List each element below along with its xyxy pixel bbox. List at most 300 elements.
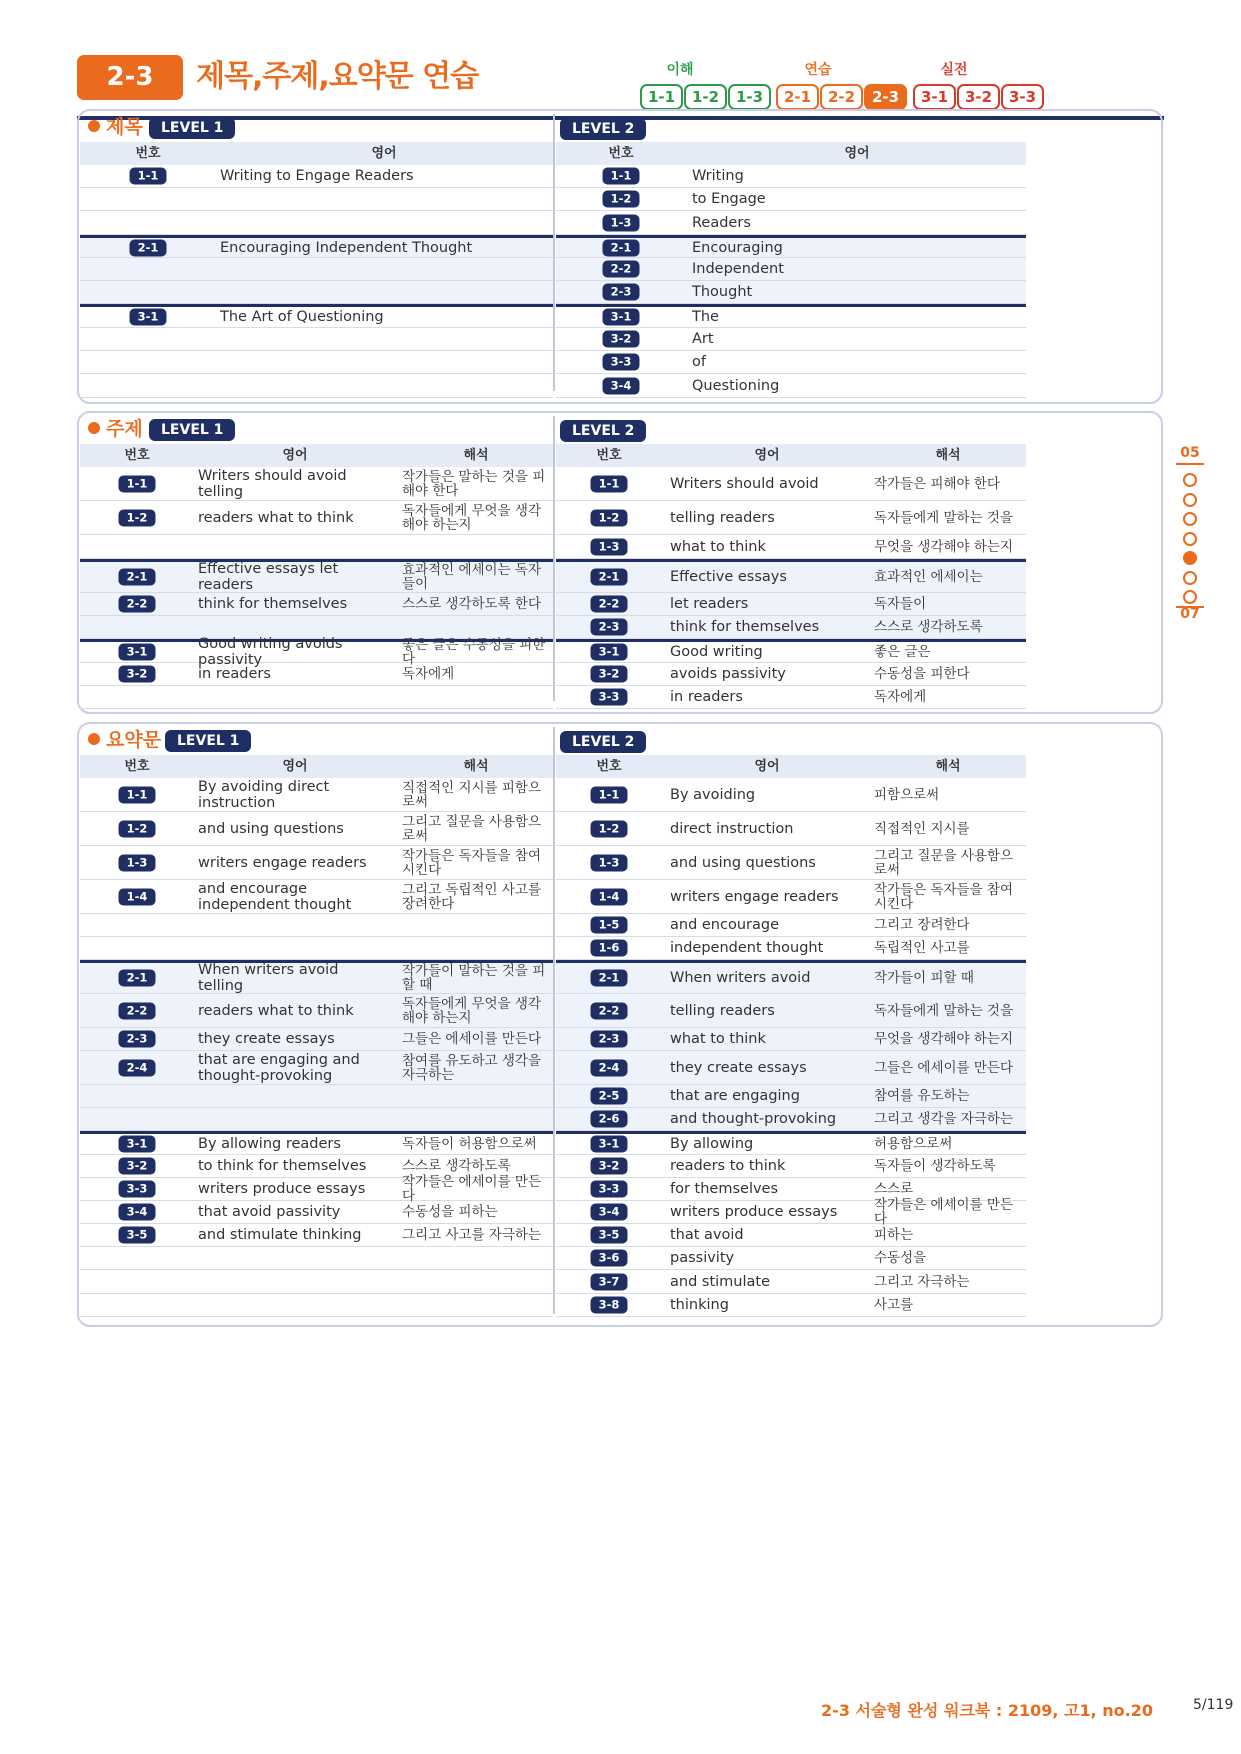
english-text: let readers xyxy=(670,596,749,612)
row-number-badge: 2-1 xyxy=(119,970,156,987)
table-header-level-2 xyxy=(556,142,1026,165)
level-1-badge: LEVEL 1 xyxy=(165,730,251,752)
row-number-badge: 1-2 xyxy=(119,820,156,837)
korean-text: 피함으로써 xyxy=(874,786,940,803)
english-text: what to think xyxy=(670,1031,766,1047)
english-text: By avoiding xyxy=(670,786,756,803)
english-text: to think for themselves xyxy=(198,1158,367,1174)
korean-text: 허용함으로써 xyxy=(874,1136,953,1152)
korean-text: 참여를 유도하는 xyxy=(874,1088,970,1104)
header-number: 번호 xyxy=(124,759,150,774)
header-number: 번호 xyxy=(596,448,622,463)
table-header-level-1 xyxy=(80,444,553,467)
table-row xyxy=(556,1085,1026,1108)
side-divider xyxy=(1176,463,1204,465)
bullet-dot-icon xyxy=(88,120,100,132)
english-text: that avoid xyxy=(670,1227,744,1243)
english-text: When writers avoid xyxy=(670,970,811,986)
korean-text: 작가들은 피해야 한다 xyxy=(874,475,1000,492)
table-row xyxy=(556,281,1026,304)
nav-pill-3-2[interactable]: 3-2 xyxy=(957,84,1000,110)
english-text: and encourage xyxy=(670,917,780,933)
section-title xyxy=(88,115,143,139)
row-number-badge: 2-5 xyxy=(591,1088,628,1105)
english-text: Questioning xyxy=(692,377,780,394)
english-text: Readers xyxy=(692,214,751,231)
korean-text: 직접적인 지시를 피함으로써 xyxy=(402,779,541,810)
table-row xyxy=(556,328,1026,351)
english-text: Writers should avoid telling xyxy=(198,467,347,500)
footer-title: 2-3 서술형 완성 워크북 : 2109, 고1, no.20 xyxy=(821,1701,1153,1720)
side-circle-icon[interactable] xyxy=(1183,493,1197,507)
table-row xyxy=(80,636,553,668)
english-text: writers produce essays xyxy=(670,1204,838,1220)
english-text: passivity xyxy=(670,1250,735,1266)
english-text: and using questions xyxy=(198,820,344,837)
english-text: Good writing xyxy=(670,644,763,660)
table-row xyxy=(556,686,1026,709)
column-divider xyxy=(553,416,555,701)
korean-text: 그리고 장려한다 xyxy=(874,917,970,933)
side-chapter-end: 07 xyxy=(1180,606,1200,622)
row-number-badge: 1-4 xyxy=(119,888,156,905)
korean-text: 작가들이 피할 때 xyxy=(874,970,974,986)
table-row xyxy=(556,846,1026,880)
row-number-badge: 3-5 xyxy=(119,1227,156,1244)
row-number-badge: 2-1 xyxy=(130,239,167,256)
korean-text: 독자에게 xyxy=(874,689,927,705)
table-row xyxy=(556,235,1026,258)
table-row xyxy=(556,960,1026,994)
english-text: readers what to think xyxy=(198,1002,354,1019)
table-row xyxy=(556,374,1026,398)
table-row xyxy=(80,235,553,258)
row-number-badge: 3-8 xyxy=(591,1297,628,1314)
table-row xyxy=(80,1051,553,1085)
korean-text: 독자들에게 무엇을 생각해야 하는지 xyxy=(402,502,541,533)
row-number-badge: 1-1 xyxy=(119,786,156,803)
korean-text: 그리고 질문을 사용함으로써 xyxy=(402,813,541,844)
row-number-badge: 3-2 xyxy=(591,666,628,683)
english-text: telling readers xyxy=(670,1002,775,1019)
english-text: avoids passivity xyxy=(670,666,786,682)
row-number-badge: 3-2 xyxy=(603,331,640,348)
table-row xyxy=(80,593,553,616)
english-text: for themselves xyxy=(670,1181,779,1197)
row-number-badge: 1-3 xyxy=(119,854,156,871)
table-row xyxy=(556,1028,1026,1051)
english-text: The Art of Questioning xyxy=(220,309,384,325)
row-number-badge: 3-1 xyxy=(603,309,640,326)
row-number-badge: 2-4 xyxy=(591,1059,628,1076)
table-row xyxy=(556,994,1026,1028)
table-row xyxy=(556,188,1026,211)
korean-text: 그리고 질문을 사용함으로써 xyxy=(874,847,1013,878)
table-row xyxy=(556,778,1026,812)
table-row xyxy=(80,1201,553,1224)
row-number-badge: 1-1 xyxy=(591,786,628,803)
korean-text: 그리고 자극하는 xyxy=(874,1273,970,1290)
english-text: Encouraging Independent Thought xyxy=(220,239,473,256)
table-row xyxy=(80,535,553,559)
english-text: readers to think xyxy=(670,1158,786,1174)
korean-text: 작가들이 말하는 것을 피할 때 xyxy=(402,963,546,993)
row-number-badge: 3-4 xyxy=(119,1204,156,1221)
korean-text: 무엇을 생각해야 하는지 xyxy=(874,538,1013,555)
table-row xyxy=(556,616,1026,639)
table-row xyxy=(556,1197,1026,1227)
table-row xyxy=(556,880,1026,914)
table-row xyxy=(556,937,1026,960)
korean-text: 스스로 생각하도록 한다 xyxy=(402,596,541,612)
row-number-badge: 1-1 xyxy=(119,475,156,492)
korean-text: 스스로 생각하도록 xyxy=(402,1158,511,1174)
nav-pill-2-2[interactable]: 2-2 xyxy=(820,84,863,110)
english-text: Art xyxy=(692,331,714,347)
table-header-level-2 xyxy=(556,444,1026,467)
row-number-badge: 2-2 xyxy=(591,1002,628,1019)
nav-group-label: 실전 xyxy=(940,62,968,78)
korean-text: 그리고 생각을 자극하는 xyxy=(874,1111,1013,1127)
table-row xyxy=(80,501,553,535)
korean-text: 피하는 xyxy=(874,1227,914,1243)
table-row xyxy=(556,351,1026,374)
header-number: 번호 xyxy=(608,146,634,161)
column-divider xyxy=(553,114,555,391)
level-2-badge: LEVEL 2 xyxy=(560,731,646,753)
english-text: think for themselves xyxy=(670,619,820,635)
level-1-badge: LEVEL 1 xyxy=(149,117,235,139)
korean-text: 스스로 xyxy=(874,1181,914,1197)
english-text: think for themselves xyxy=(198,596,348,612)
table-header-level-2 xyxy=(556,755,1026,778)
table-row xyxy=(80,937,553,960)
korean-text: 좋은 글은 xyxy=(874,644,931,660)
table-header-level-1 xyxy=(80,142,553,165)
side-circle-icon[interactable] xyxy=(1183,473,1197,487)
korean-text: 사고를 xyxy=(874,1297,914,1313)
korean-text: 작가들은 에세이를 만든다 xyxy=(402,1174,541,1204)
row-number-badge: 1-5 xyxy=(591,917,628,934)
row-number-badge: 2-2 xyxy=(119,1002,156,1019)
korean-text: 독자들이 허용함으로써 xyxy=(402,1136,537,1152)
section-title-text: 주제 xyxy=(106,418,143,440)
row-number-badge: 1-3 xyxy=(591,538,628,555)
level-1-badge: LEVEL 1 xyxy=(149,419,235,441)
table-row xyxy=(556,1294,1026,1317)
row-number-badge: 1-1 xyxy=(603,168,640,185)
korean-text: 독자들에게 무엇을 생각해야 하는지 xyxy=(402,995,541,1026)
table-row xyxy=(80,880,553,914)
table-row xyxy=(556,812,1026,846)
table-row xyxy=(556,467,1026,501)
korean-text: 독자들에게 말하는 것을 xyxy=(874,1002,1013,1019)
korean-text: 효과적인 에세이는 독자들이 xyxy=(402,562,541,592)
table-row xyxy=(80,1247,553,1270)
table-row xyxy=(80,914,553,937)
table-row xyxy=(80,1085,553,1108)
page-title: 제목,주제,요약문 연습 xyxy=(196,59,479,94)
table-row xyxy=(556,501,1026,535)
table-row xyxy=(556,1108,1026,1131)
table-row xyxy=(80,1224,553,1247)
english-text: they create essays xyxy=(198,1031,335,1047)
row-number-badge: 2-3 xyxy=(591,1031,628,1048)
header-english: 영어 xyxy=(754,759,780,774)
korean-text: 독자에게 xyxy=(402,666,455,682)
row-number-badge: 1-2 xyxy=(591,820,628,837)
level-2-badge: LEVEL 2 xyxy=(560,118,646,140)
korean-text: 스스로 생각하도록 xyxy=(874,619,983,635)
lesson-badge: 2-3 xyxy=(77,55,183,100)
korean-text: 독자들이 xyxy=(874,596,927,612)
korean-text: 직접적인 지시를 xyxy=(874,820,970,837)
row-number-badge: 3-1 xyxy=(591,644,628,661)
korean-text: 좋은 글은 수동성을 피한다 xyxy=(402,637,546,667)
nav-pill-3-3[interactable]: 3-3 xyxy=(1001,84,1044,110)
table-row xyxy=(80,258,553,281)
row-number-badge: 1-4 xyxy=(591,888,628,905)
table-row xyxy=(556,914,1026,937)
english-text: and stimulate thinking xyxy=(198,1227,362,1243)
row-number-badge: 3-5 xyxy=(591,1227,628,1244)
table-row xyxy=(556,1051,1026,1085)
table-row xyxy=(556,258,1026,281)
side-circle-icon[interactable] xyxy=(1183,590,1197,604)
english-text: readers what to think xyxy=(198,509,354,526)
side-circle-icon[interactable] xyxy=(1183,512,1197,526)
table-row xyxy=(80,328,553,351)
table-row xyxy=(80,778,553,812)
table-row xyxy=(556,1155,1026,1178)
table-row xyxy=(556,304,1026,328)
english-text: of xyxy=(692,354,706,370)
header-english: 영어 xyxy=(371,146,397,161)
korean-text: 작가들은 에세이를 만든다 xyxy=(874,1197,1013,1227)
header-korean: 해석 xyxy=(935,448,961,463)
row-number-badge: 2-2 xyxy=(119,596,156,613)
english-text: and stimulate xyxy=(670,1273,770,1290)
section-title-text: 요약문 xyxy=(106,729,162,751)
english-text: and using questions xyxy=(670,854,816,871)
row-number-badge: 3-3 xyxy=(591,1181,628,1198)
row-number-badge: 1-3 xyxy=(591,854,628,871)
row-number-badge: 3-2 xyxy=(119,666,156,683)
english-text: Effective essays xyxy=(670,569,787,585)
section-title xyxy=(88,417,143,441)
side-circle-icon[interactable] xyxy=(1183,571,1197,585)
table-row xyxy=(556,535,1026,559)
english-text: direct instruction xyxy=(670,820,794,837)
nav-group-label: 이해 xyxy=(666,62,694,78)
table-row xyxy=(80,1294,553,1317)
table-row xyxy=(80,281,553,304)
table-row xyxy=(556,639,1026,663)
table-row xyxy=(80,994,553,1028)
english-text: independent thought xyxy=(670,940,824,956)
row-number-badge: 1-1 xyxy=(591,475,628,492)
header-english: 영어 xyxy=(844,146,870,161)
header-number: 번호 xyxy=(124,448,150,463)
row-number-badge: 1-2 xyxy=(591,509,628,526)
header-number: 번호 xyxy=(135,146,161,161)
header-korean: 해석 xyxy=(463,759,489,774)
table-row xyxy=(556,1224,1026,1247)
header-english: 영어 xyxy=(282,448,308,463)
row-number-badge: 2-6 xyxy=(591,1111,628,1128)
english-text: Writers should avoid xyxy=(670,475,819,492)
korean-text: 무엇을 생각해야 하는지 xyxy=(874,1031,1013,1047)
table-row xyxy=(80,1270,553,1294)
row-number-badge: 3-1 xyxy=(130,309,167,326)
nav-pill-3-1[interactable]: 3-1 xyxy=(913,84,956,110)
row-number-badge: 3-4 xyxy=(591,1204,628,1221)
row-number-badge: 2-1 xyxy=(119,569,156,586)
row-number-badge: 2-4 xyxy=(119,1059,156,1076)
column-divider xyxy=(553,727,555,1314)
english-text: that avoid passivity xyxy=(198,1204,341,1220)
row-number-badge: 3-1 xyxy=(119,644,156,661)
nav-pill-2-3[interactable]: 2-3 xyxy=(864,84,907,110)
table-row xyxy=(556,559,1026,593)
row-number-badge: 1-1 xyxy=(130,168,167,185)
nav-pill-1-1[interactable]: 1-1 xyxy=(640,84,683,110)
korean-text: 독자들이 생각하도록 xyxy=(874,1158,996,1174)
english-text: that are engaging xyxy=(670,1088,800,1104)
english-text: By allowing readers xyxy=(198,1136,341,1152)
row-number-badge: 3-2 xyxy=(119,1158,156,1175)
row-number-badge: 2-3 xyxy=(603,284,640,301)
table-row xyxy=(556,593,1026,616)
english-text: Writing xyxy=(692,168,744,184)
row-number-badge: 3-6 xyxy=(591,1250,628,1267)
table-row xyxy=(80,467,553,501)
row-number-badge: 2-2 xyxy=(603,261,640,278)
row-number-badge: 2-3 xyxy=(591,619,628,636)
table-row xyxy=(80,1131,553,1155)
table-row xyxy=(556,1270,1026,1294)
row-number-badge: 1-2 xyxy=(119,509,156,526)
english-text: writers engage readers xyxy=(670,888,839,905)
table-row xyxy=(556,1247,1026,1270)
english-text: they create essays xyxy=(670,1059,807,1076)
table-row xyxy=(80,165,553,188)
table-row xyxy=(80,559,553,593)
english-text: Encouraging xyxy=(692,239,783,256)
english-text: Thought xyxy=(692,284,753,300)
header-korean: 해석 xyxy=(935,759,961,774)
table-row xyxy=(80,1028,553,1051)
bullet-dot-icon xyxy=(88,733,100,745)
table-row xyxy=(80,1108,553,1131)
korean-text: 그리고 독립적인 사고를 장려한다 xyxy=(402,881,541,912)
english-text: writers engage readers xyxy=(198,854,367,871)
table-row xyxy=(80,188,553,211)
section-title-text: 제목 xyxy=(106,116,143,138)
nav-pill-1-2[interactable]: 1-2 xyxy=(684,84,727,110)
table-row xyxy=(80,812,553,846)
row-number-badge: 3-4 xyxy=(603,377,640,394)
level-2-badge: LEVEL 2 xyxy=(560,420,646,442)
row-number-badge: 3-3 xyxy=(603,354,640,371)
row-number-badge: 2-1 xyxy=(603,239,640,256)
table-row xyxy=(80,304,553,328)
table-row xyxy=(80,686,553,709)
english-text: Independent xyxy=(692,261,784,277)
english-text: what to think xyxy=(670,538,766,555)
table-row xyxy=(80,663,553,686)
english-text: in readers xyxy=(670,689,743,705)
korean-text: 효과적인 에세이는 xyxy=(874,569,983,585)
row-number-badge: 3-1 xyxy=(119,1136,156,1153)
row-number-badge: 1-3 xyxy=(603,214,640,231)
header-english: 영어 xyxy=(754,448,780,463)
section-title xyxy=(88,728,161,752)
row-number-badge: 1-2 xyxy=(603,191,640,208)
korean-text: 참여를 유도하고 생각을 자극하는 xyxy=(402,1052,541,1083)
table-header-level-1 xyxy=(80,755,553,778)
row-number-badge: 3-1 xyxy=(591,1136,628,1153)
side-circle-icon[interactable] xyxy=(1183,532,1197,546)
table-row xyxy=(80,211,553,235)
side-circle-icon[interactable] xyxy=(1183,551,1197,565)
table-row xyxy=(80,374,553,398)
nav-pill-1-3[interactable]: 1-3 xyxy=(728,84,771,110)
english-text: The xyxy=(692,309,719,325)
row-number-badge: 3-2 xyxy=(591,1158,628,1175)
english-text: and thought-provoking xyxy=(670,1111,837,1127)
table-row xyxy=(556,1131,1026,1155)
row-number-badge: 2-1 xyxy=(591,970,628,987)
english-text: By avoiding direct instruction xyxy=(198,778,330,811)
bullet-dot-icon xyxy=(88,422,100,434)
row-number-badge: 2-3 xyxy=(119,1031,156,1048)
table-row xyxy=(80,846,553,880)
korean-text: 수동성을 피한다 xyxy=(874,666,970,682)
english-text: and encourage independent thought xyxy=(198,880,352,913)
row-number-badge: 2-1 xyxy=(591,569,628,586)
english-text: thinking xyxy=(670,1297,729,1313)
table-row xyxy=(80,351,553,374)
english-text: Good writing avoids passivity xyxy=(198,636,343,668)
english-text: By allowing xyxy=(670,1136,754,1152)
row-number-badge: 3-7 xyxy=(591,1273,628,1290)
table-row xyxy=(556,165,1026,188)
english-text: Writing to Engage Readers xyxy=(220,168,414,184)
header-korean: 해석 xyxy=(463,448,489,463)
korean-text: 독자들에게 말하는 것을 xyxy=(874,509,1013,526)
english-text: to Engage xyxy=(692,191,766,207)
nav-pill-2-1[interactable]: 2-1 xyxy=(776,84,819,110)
english-text: When writers avoid telling xyxy=(198,962,339,994)
row-number-badge: 2-2 xyxy=(591,596,628,613)
nav-group-label: 연습 xyxy=(804,62,832,78)
korean-text: 수동성을 xyxy=(874,1250,927,1266)
korean-text: 수동성을 피하는 xyxy=(402,1204,498,1220)
english-text: that are engaging and thought-provoking xyxy=(198,1051,360,1084)
english-text: writers produce essays xyxy=(198,1181,366,1197)
row-number-badge: 3-3 xyxy=(119,1181,156,1198)
korean-text: 독립적인 사고를 xyxy=(874,940,970,956)
korean-text: 작가들은 독자들을 참여시킨다 xyxy=(402,847,541,878)
table-row xyxy=(80,960,553,994)
header-number: 번호 xyxy=(596,759,622,774)
korean-text: 그리고 사고를 자극하는 xyxy=(402,1227,541,1243)
row-number-badge: 3-3 xyxy=(591,689,628,706)
table-row xyxy=(556,663,1026,686)
table-row xyxy=(80,1174,553,1204)
header-english: 영어 xyxy=(282,759,308,774)
